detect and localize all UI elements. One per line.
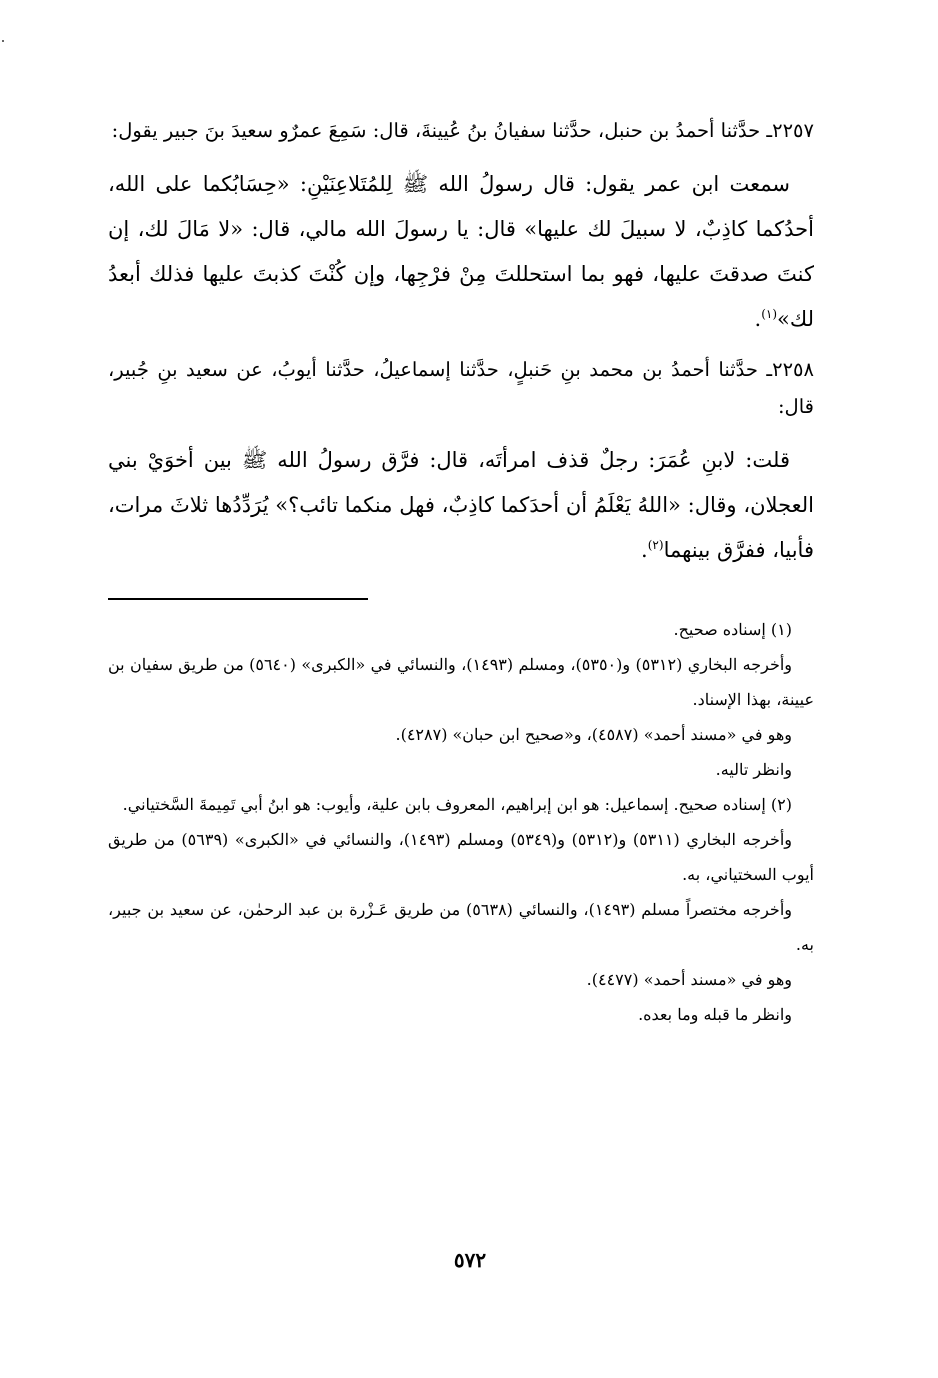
footnote-ref-2[interactable]: (٢) [647,538,664,552]
footnote-line: وانظر ما قبله وما بعده. [638,1005,792,1024]
hadith-isnad: ٢٢٥٨ـ حدَّثنا أحمدُ بن محمد بنِ حَنبلٍ، حدَّثنا إسماعيلُ، حدَّثنا أيوبُ، عن سعيد بنِ جُبير، قال: [108,358,814,418]
hadith-isnad: ٢٢٥٧ـ حدَّثنا أحمدُ بن حنبل، حدَّثنا سفيانُ بنُ عُيينةَ، قال: سَمِعَ عمرٌو سعيدَ بنَ جبير يقول: [111,119,814,142]
footnote-line: وهو في «مسند أحمد» (٤٤٧٧). [586,970,792,989]
page-number: ٥٧٢ [453,1248,487,1272]
footnote-line: وانظر تاليه. [715,760,792,779]
footnote-divider [108,598,368,600]
margin-mark [2,40,4,42]
page-body [108,112,814,1032]
hadith-matn: قلت: لابنِ عُمَرَ: رجلٌ قذف امرأتَه، قال: فرَّق رسولُ الله ﷺ بين أخوَيْ بني العجلان، وقال: «اللهُ يَعْلَمُ أن أحدَكما كاذِبٌ، فهل منكما تائب؟» يُرَدِّدُها ثلاثَ مرات، فأبيا، ففرَّق بينهما$^{(٢)}$. [108,448,814,562]
footnote-line: وأخرجه مختصراً مسلم (١٤٩٣)، والنسائي (٥٦٣٨) من طريق عَـزْرة بن عبد الرحمٰن، عن سعيد بن جبير، به. [108,900,814,954]
hadith-2257 [108,112,814,342]
footnote-ref-1[interactable]: (١) [761,307,778,321]
hadith-matn: سمعت ابن عمر يقول: قال رسولُ الله ﷺ لِلمُتَلاعِنَيْنِ: «حِسَابُكما على الله، أحدُكما كاذِبٌ، لا سبيلَ لك عليها» قال: يا رسولَ الله مالي، قال: «لا مَالَ لك، إن كنتَ صدقتَ عليها، فهو بما استحللتَ مِنْ فرْجِها، وإن كُنْتَ كذبتَ عليها فذلك أبعدُ لك»$^{(١)}$. [108,172,814,331]
footnote-line: (١) إسناده صحيح. [673,620,792,639]
footnote-line: (٢) إسناده صحيح. إسماعيل: هو ابن إبراهيم، المعروف بابن علية، وأيوب: هو ابنُ أبي تَمِيمةَ السَّختياني. [122,795,792,814]
hadith-2258 [108,351,814,573]
footnote-line: وهو في «مسند أحمد» (٤٥٨٧)، و«صحيح ابن حبان» (٤٢٨٧). [395,725,792,744]
footnote-line: وأخرجه البخاري (٥٣١١) و(٥٣١٢) و(٥٣٤٩) ومسلم (١٤٩٣)، والنسائي في «الكبرى» (٥٦٣٩) من طريق أيوب السختياني، به. [108,830,814,884]
footnote-line: وأخرجه البخاري (٥٣١٢) و(٥٣٥٠)، ومسلم (١٤٩٣)، والنسائي في «الكبرى» (٥٦٤٠) من طريق سفيان بن عيينة، بهذا الإسناد. [108,655,814,709]
footnotes [108,612,814,1032]
